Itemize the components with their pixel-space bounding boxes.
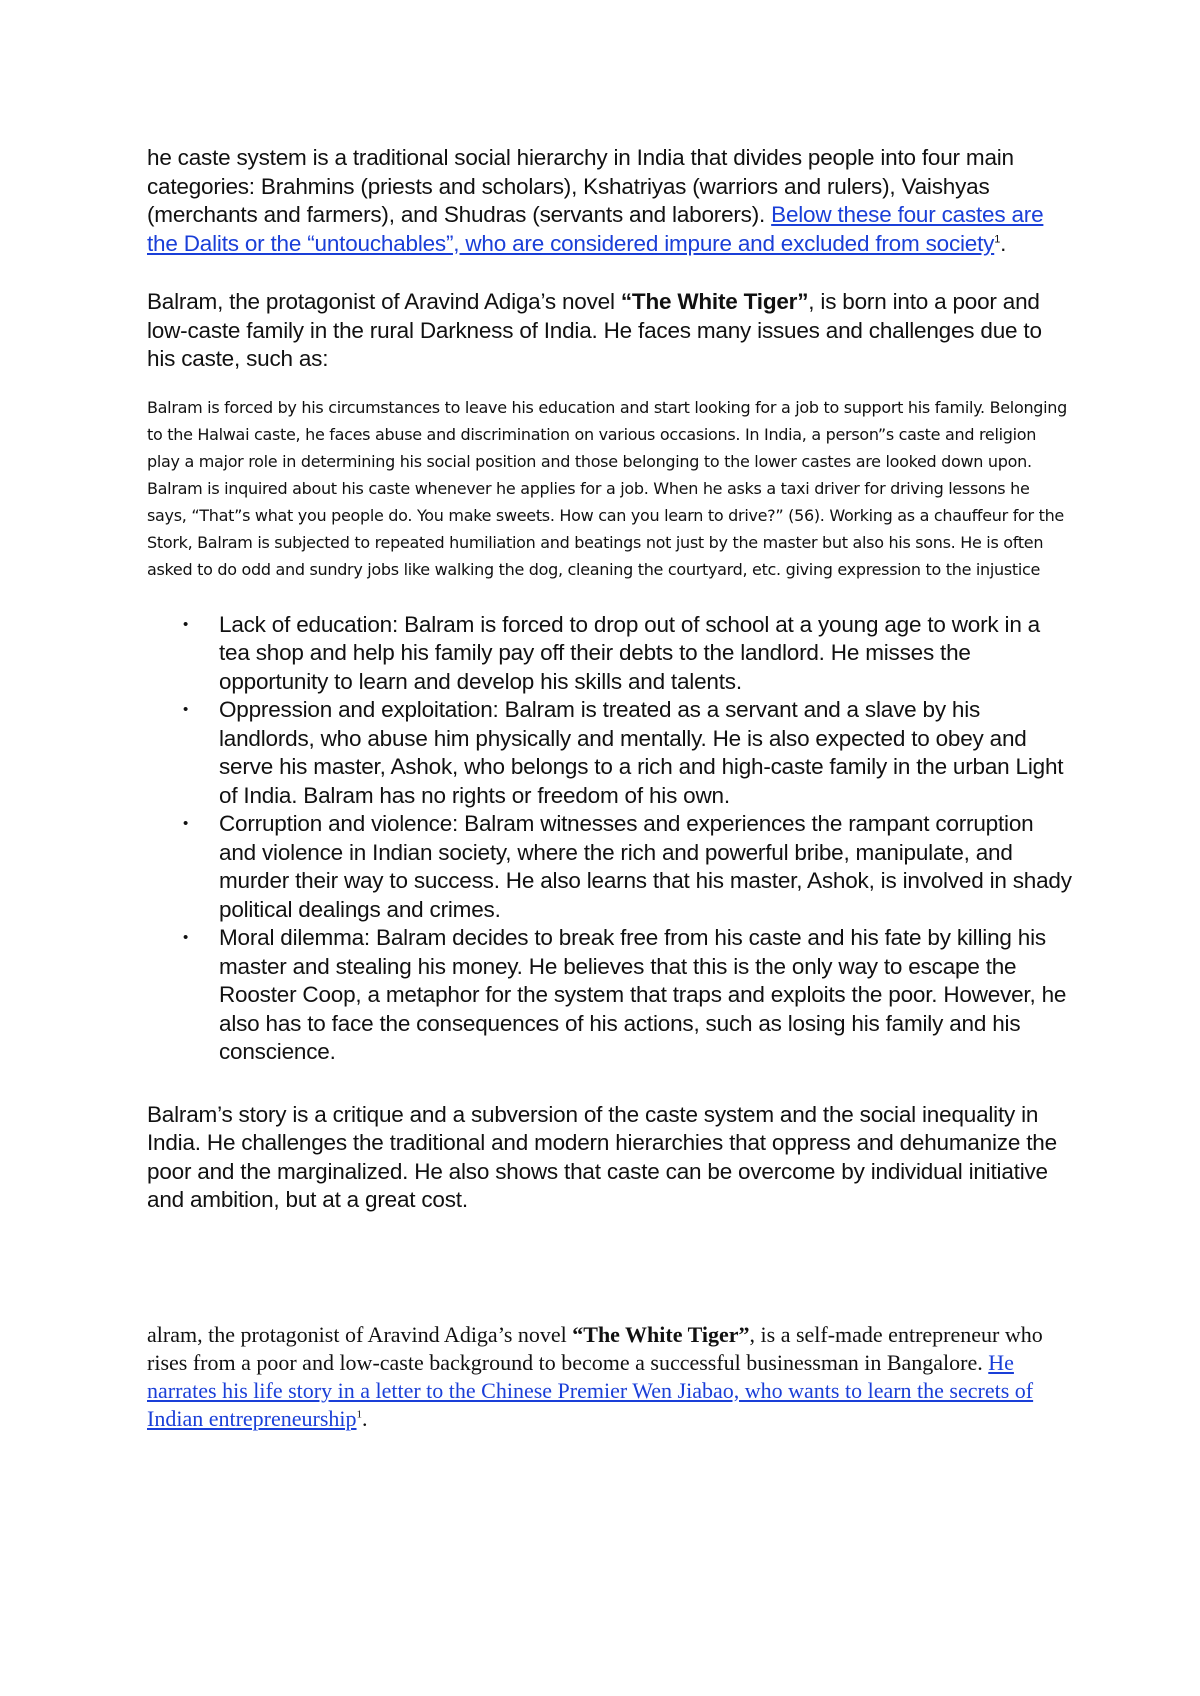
novel-title-serif: “The White Tiger” [572, 1321, 750, 1347]
entrepreneur-paragraph [147, 1321, 1072, 1433]
bullet-icon: • [183, 929, 189, 946]
protagonist-before: Balram, the protagonist of Aravind Adiga’s novel [147, 289, 621, 314]
list-item-text: Oppression and exploitation: Balram is treated as a servant and a slave by his landlords, who abuse him physically and mentally. He is also expected to obey and serve his master, Ashok, who belongs to a rich and high-caste family in the urban Light of India. Balram has no rights or freedom of his own. [219, 697, 1064, 808]
bullet-icon: • [183, 615, 189, 633]
entrepreneur-before: alram, the protagonist of Aravind Adiga’s novel [147, 1321, 573, 1347]
list-item-text: Moral dilemma: Balram decides to break free from his caste and his fate by killing his master and stealing his money. He believes that this is the only way to escape the Rooster Coop, a metaphor for the system that traps and exploits the poor. However, he also has to face the consequences of his actions, such as losing his family and his conscience. [219, 925, 1067, 1064]
list-item-text: Lack of education: Balram is forced to drop out of school at a young age to work in a tea shop and help his family pay off their debts to the landlord. He misses the opportunity to learn and develop his skills and talents. [219, 611, 1040, 694]
intro-text: he caste system is a traditional social hierarchy in India that divides people into four main categories: Brahmins (priests and scholars), Kshatriyas (warriors and rulers), Vaishyas (merchants and farmers), and Shudras (servants and laborers). [147, 145, 1014, 227]
issues-list [147, 611, 1072, 1067]
dalits-link[interactable]: Below these four castes are the Dalits or the “untouchables”, who are considered impure and excluded from society [147, 202, 1044, 256]
intro-paragraph [147, 144, 1072, 258]
bullet-icon: • [183, 701, 189, 718]
entrepreneur-end: . [362, 1405, 368, 1431]
document-page [147, 144, 1072, 1433]
conclusion-paragraph: Balram’s story is a critique and a subversion of the caste system and the social inequality in India. He challenges the traditional and modern hierarchies that oppress and dehumanize the poor and the marginalized. He also shows that caste can be overcome by individual initiative and ambition, but at a great cost. [147, 1101, 1057, 1212]
novel-title: “The White Tiger” [620, 289, 809, 314]
protagonist-after: , is born into a poor and low-caste family in the rural Darkness of India. He faces many issues and challenges due to his caste, such as: [147, 289, 1042, 371]
list-item [183, 611, 1072, 697]
list-item [183, 810, 1072, 924]
list-item [183, 924, 1072, 1067]
footnote-ref-2[interactable]: 1 [356, 1408, 363, 1421]
intro-end: . [1000, 230, 1007, 256]
bullet-icon: • [183, 815, 189, 832]
entrepreneur-after: , is a self-made entrepreneur who rises from a poor and low-caste background to become a successful businessman in Bangalore. [147, 1321, 1043, 1375]
letter-link[interactable]: He narrates his life story in a letter to the Chinese Premier Wen Jiabao, who wants to learn the secrets of Indian entrepreneurship [147, 1349, 1034, 1431]
list-item-text: Corruption and violence: Balram witnesses and experiences the rampant corruption and violence in Indian society, where the rich and powerful bribe, manipulate, and murder their way to success. He also learns that his master, Ashok, is involved in shady political dealings and crimes. [219, 811, 1072, 922]
list-item [183, 696, 1072, 810]
protagonist-paragraph [147, 288, 1072, 374]
circumstances-paragraph: Balram is forced by his circumstances to leave his education and start looking for a job to support his family. Belonging to the Halwai caste, he faces abuse and discrimination on various occasions. In India, a person”s caste and religion play a major role in determining his social position and those belonging to the lower castes are looked down upon. Balram is inquired about his caste whenever he applies for a job. When he asks a taxi driver for driving lessons he says, “That”s what you people do. You make sweets. How can you learn to drive?” (56). Working as a chauffeur for the Stork, Balram is subjected to repeated humiliation and beatings not just by the master but also his sons. He is often asked to do odd and sundry jobs like walking the dog, cleaning the courtyard, etc. giving expression to the injustice [147, 397, 1067, 579]
footnote-ref-1[interactable]: 1 [994, 233, 1001, 245]
